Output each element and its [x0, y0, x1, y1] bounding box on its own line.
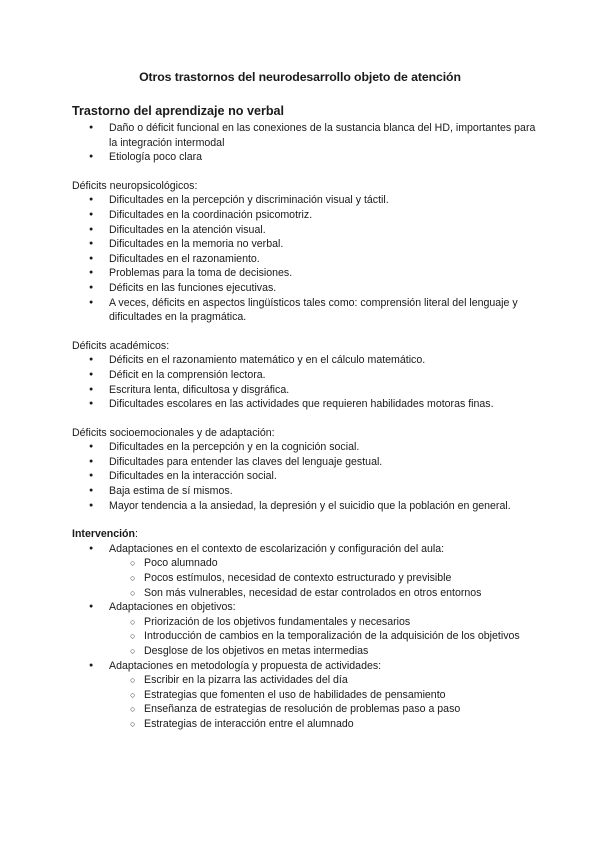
list-item [72, 542, 538, 600]
sub-list-item: ○ Poco alumnado [72, 556, 538, 571]
sub-list-item: ○ Priorización de los objetivos fundamentales y necesarios [72, 615, 538, 630]
list-item: ● Daño o déficit funcional en las conexiones de la sustancia blanca del HD, importantes para la integración intermodal [72, 121, 538, 150]
sub-list [109, 673, 538, 731]
list-item: ● Dificultades en el razonamiento. [72, 252, 538, 267]
intervention-label [72, 527, 538, 542]
sub-list-item: ○ Estrategias de interacción entre el alumnado [72, 717, 538, 732]
sub-list-item: ○ Estrategias que fomenten el uso de habilidades de pensamiento [72, 688, 538, 703]
list-item: ● Problemas para la toma de decisiones. [72, 266, 538, 281]
list-item: ● Déficits en el razonamiento matemático y en el cálculo matemático. [72, 353, 538, 368]
list-item [72, 600, 538, 658]
neuro-list [72, 193, 538, 324]
sub-list [109, 556, 538, 600]
list-item [72, 659, 538, 732]
intervention-list [72, 542, 538, 732]
sub-list-item: ○ Son más vulnerables, necesidad de estar controlados en otros entornos [72, 586, 538, 601]
list-item: ● Dificultades escolares en las actividades que requieren habilidades motoras finas. [72, 397, 538, 412]
list-item: ● Baja estima de sí mismos. [72, 484, 538, 499]
intervention-colon: : [135, 528, 138, 541]
socio-label: Déficits socioemocionales y de adaptación: [72, 426, 275, 439]
list-item: ● Déficit en la comprensión lectora. [72, 368, 538, 383]
list-item: ● Escritura lenta, dificultosa y disgráfica. [72, 383, 538, 398]
list-item: ● A veces, déficits en aspectos lingüísticos tales como: comprensión literal del lenguaje y dificultades en la pragmática. [72, 296, 538, 325]
sub-list-item: ○ Escribir en la pizarra las actividades del día [72, 673, 538, 688]
sub-list [109, 615, 538, 659]
intro-list [72, 121, 538, 165]
academic-label: Déficits académicos: [72, 339, 170, 352]
list-item: ● Dificultades en la interacción social. [72, 469, 538, 484]
list-item: ● Etiología poco clara [72, 150, 538, 165]
list-item: ● Dificultades para entender las claves del lenguaje gestual. [72, 455, 538, 470]
sub-list-item: ○ Pocos estímulos, necesidad de contexto estructurado y previsible [72, 571, 538, 586]
list-item: ● Mayor tendencia a la ansiedad, la depresión y el suicidio que la población en general. [72, 499, 538, 514]
list-item: ● Dificultades en la percepción y en la cognición social. [72, 440, 538, 455]
page-title: Otros trastornos del neurodesarrollo objeto de atención [139, 70, 461, 84]
neuro-label: Déficits neuropsicológicos: [72, 179, 198, 192]
group-label: Adaptaciones en objetivos: [109, 601, 236, 614]
list-item: ● Déficits en las funciones ejecutivas. [72, 281, 538, 296]
academic-list [72, 353, 538, 411]
list-item: ● Dificultades en la memoria no verbal. [72, 237, 538, 252]
sub-list-item: ○ Introducción de cambios en la temporalización de la adquisición de los objetivos [72, 629, 538, 644]
socio-list [72, 440, 538, 513]
intervention-title: Intervención [72, 528, 135, 541]
sub-list-item: ○ Desglose de los objetivos en metas intermedias [72, 644, 538, 659]
section-heading: Trastorno del aprendizaje no verbal [72, 104, 285, 118]
sub-list-item: ○ Enseñanza de estrategias de resolución de problemas paso a paso [72, 702, 538, 717]
group-label: Adaptaciones en el contexto de escolarización y configuración del aula: [109, 542, 445, 555]
list-item: ● Dificultades en la atención visual. [72, 223, 538, 238]
list-item: ● Dificultades en la percepción y discriminación visual y táctil. [72, 193, 538, 208]
group-label: Adaptaciones en metodología y propuesta de actividades: [109, 659, 382, 672]
document-body [72, 103, 538, 732]
list-item: ● Dificultades en la coordinación psicomotriz. [72, 208, 538, 223]
